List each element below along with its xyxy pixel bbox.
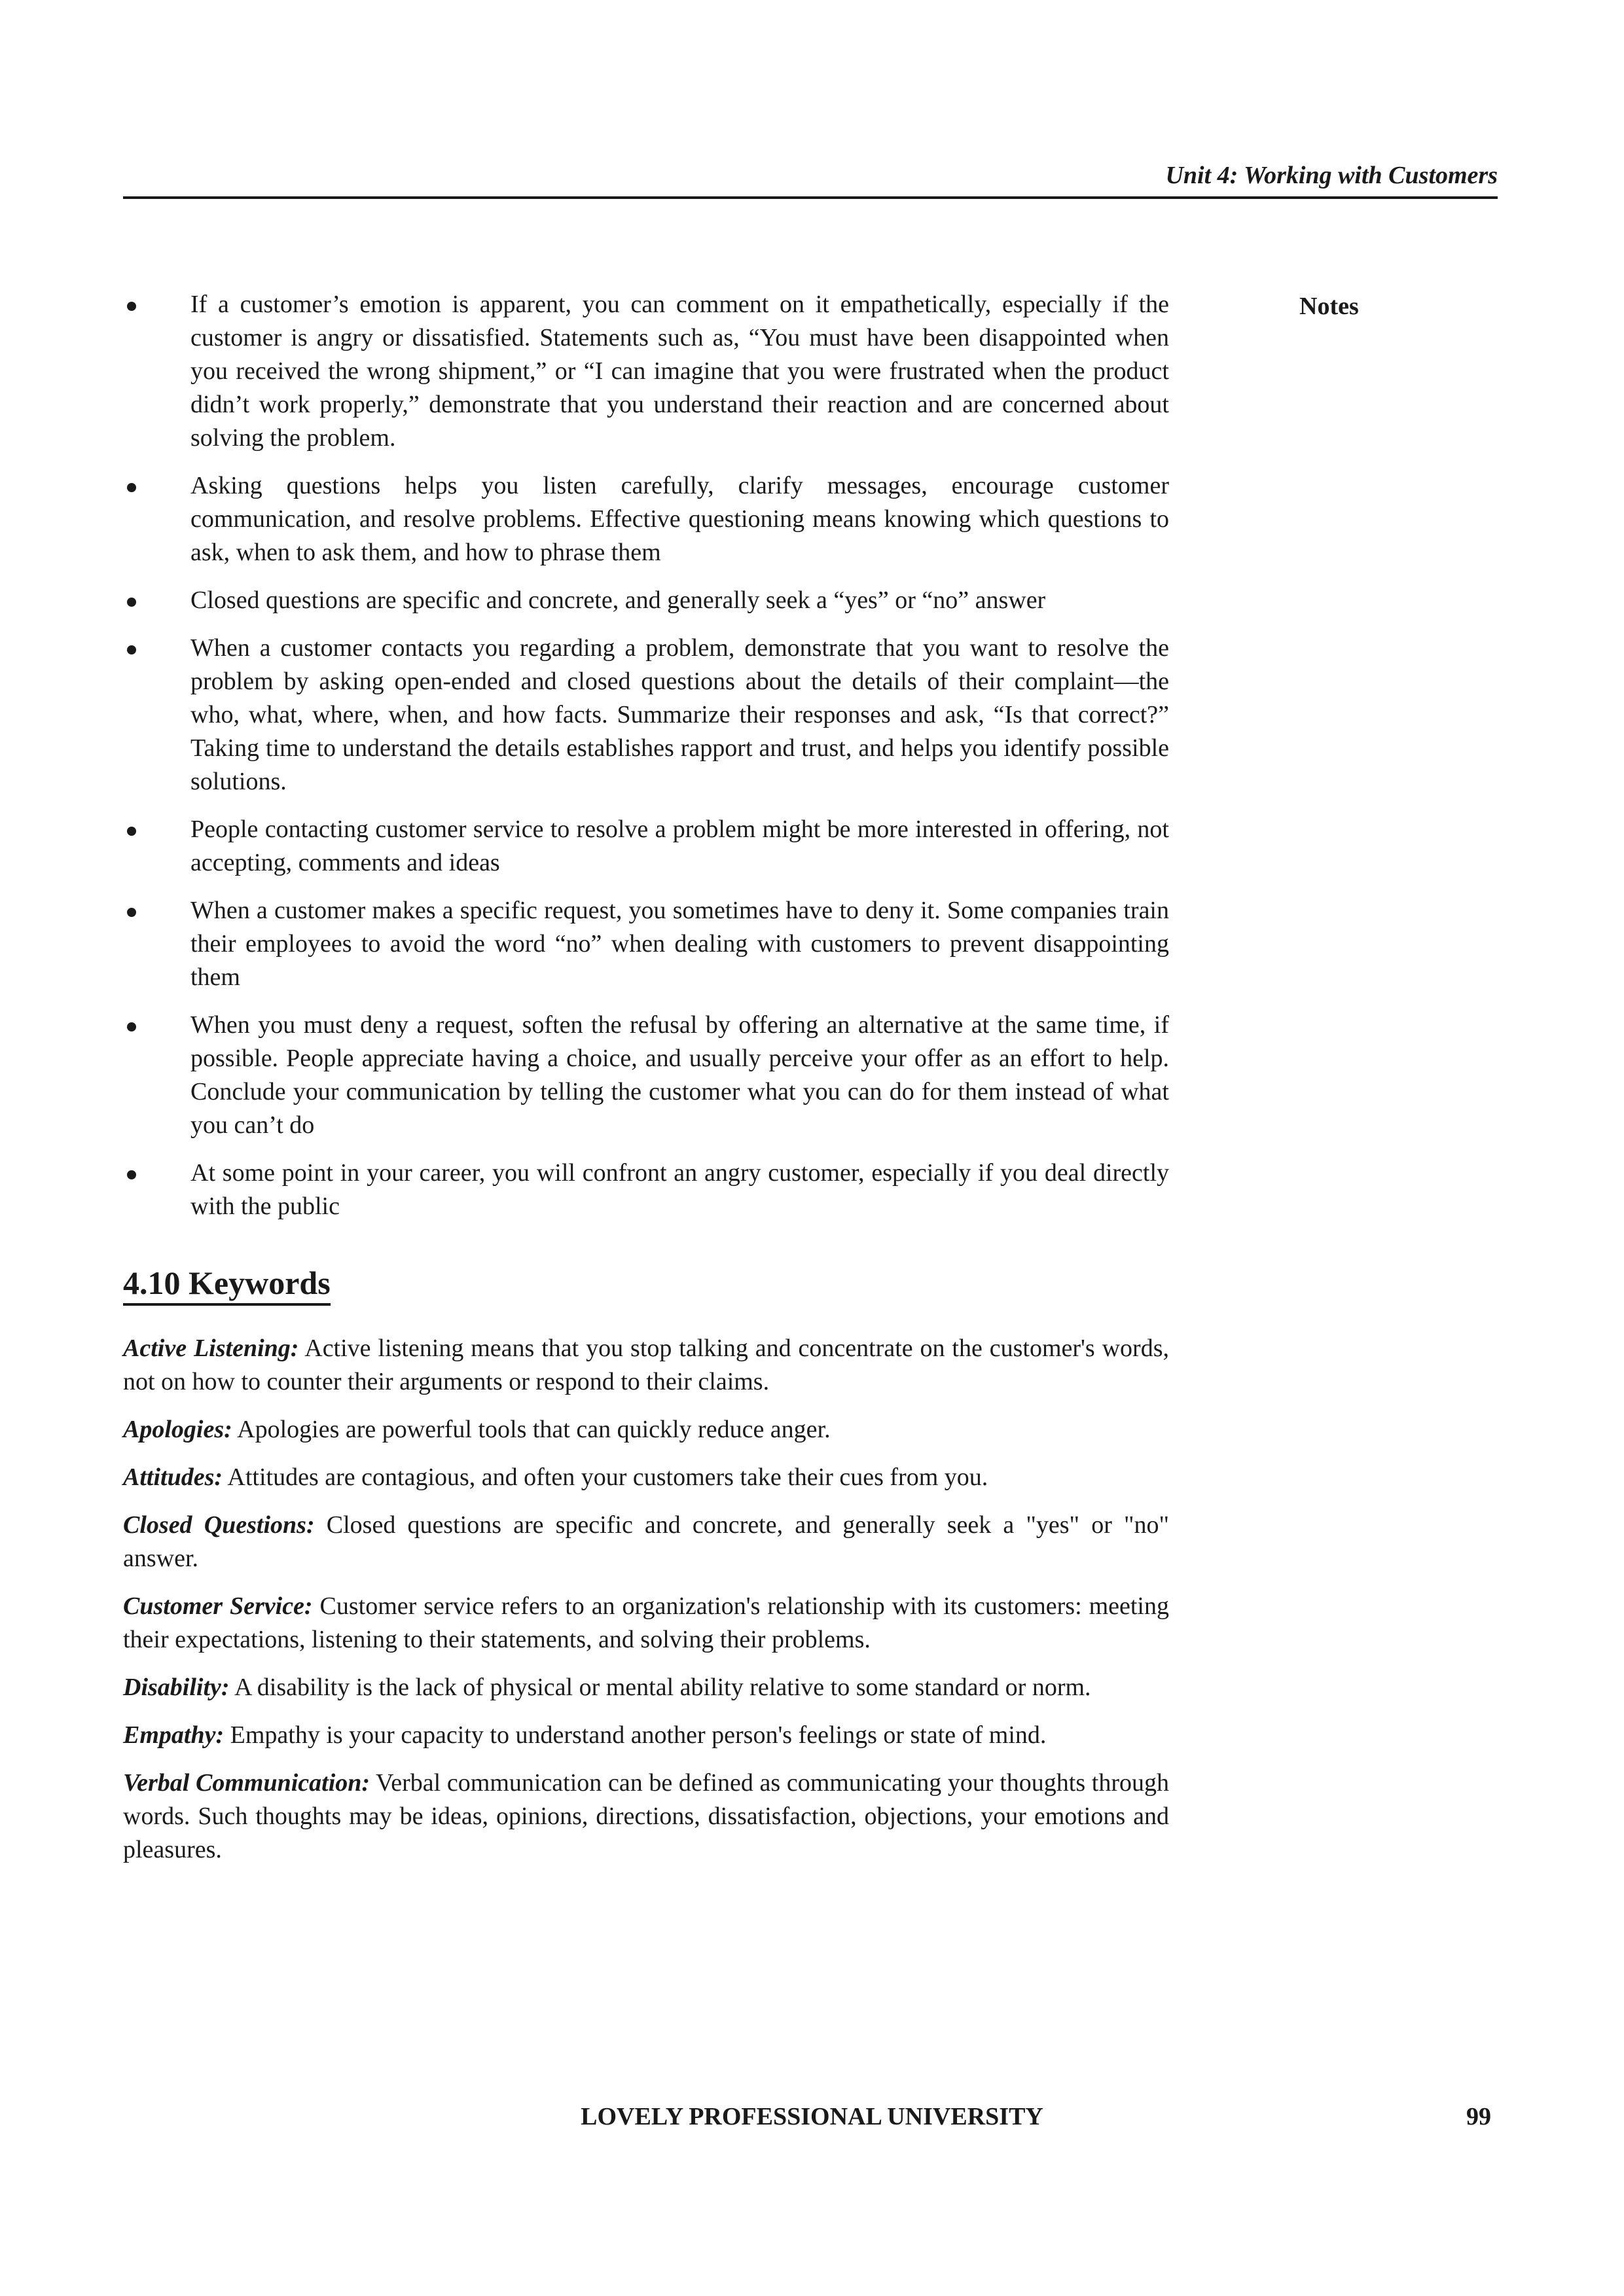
keyword-definition: A disability is the lack of physical or mental ability relative to some standard or norm. <box>229 1674 1091 1701</box>
keyword-definition: Empathy is your capacity to understand another person's feelings or state of mind. <box>224 1721 1047 1749</box>
keyword-entry <box>123 1461 1169 1494</box>
bullet-text: When a customer makes a specific request, you sometimes have to deny it. Some companies train their employees to avoid the word “no” when dealing with customers to prevent disappointing them <box>190 897 1169 991</box>
bullet-text: People contacting customer service to resolve a problem might be more interested in offering, not accepting, comments and ideas <box>190 816 1169 876</box>
footer-university: LOVELY PROFESSIONAL UNIVERSITY <box>581 2103 1043 2130</box>
running-header <box>123 157 1498 199</box>
keyword-entry <box>123 1590 1169 1657</box>
keyword-list <box>123 1332 1169 1867</box>
bullet-item <box>123 632 1169 798</box>
keyword-entry <box>123 1332 1169 1399</box>
keyword-entry <box>123 1719 1169 1752</box>
bullet-item <box>123 469 1169 569</box>
bullet-icon <box>127 483 136 492</box>
keyword-definition: Apologies are powerful tools that can quickly reduce anger. <box>232 1416 831 1443</box>
keyword-definition: Verbal communication can be defined as communicating your thoughts through words. Such thoughts may be ideas, opinions, directions, dissatisfaction, objections, your emotions and pleasures. <box>123 1769 1169 1863</box>
bullet-item <box>123 584 1169 617</box>
keyword-term: Active Listening: <box>123 1335 299 1362</box>
bullet-icon <box>127 827 136 836</box>
keyword-entry <box>123 1671 1169 1704</box>
bullet-text: If a customer’s emotion is apparent, you can comment on it empathetically, especially if the customer is angry or dissatisfied. Statements such as, “You must have been disappointed when you received the wrong shipment,” or “I can imagine that you were frustrated when the product didn’t work properly,” demonstrate that you understand their reaction and are concerned about solving the problem. <box>190 291 1169 452</box>
section-heading-keywords: 4.10 Keywords <box>123 1263 331 1306</box>
keyword-entry <box>123 1413 1169 1446</box>
main-content <box>123 288 1169 1881</box>
keyword-definition: Active listening means that you stop talking and concentrate on the customer's words, not on how to counter their arguments or respond to their claims. <box>123 1335 1169 1395</box>
bullet-item <box>123 1009 1169 1142</box>
bullet-text: When a customer contacts you regarding a problem, demonstrate that you want to resolve the problem by asking open-ended and closed questions about the details of their complaint—the who, what, where, when, and how facts. Summarize their responses and ask, “Is that correct?” Taking time to understand the details establishes rapport and trust, and helps you identify possible solutions. <box>190 634 1169 795</box>
bullet-text: Asking questions helps you listen carefully, clarify messages, encourage customer communication, and resolve problems. Effective questioning means knowing which questions to ask, when to ask them, and how to phrase them <box>190 472 1169 566</box>
bullet-item <box>123 1157 1169 1223</box>
keyword-term: Empathy: <box>123 1721 225 1749</box>
bullet-text: At some point in your career, you will confront an angry customer, especially if you deal directly with the public <box>190 1159 1169 1220</box>
bullet-text: When you must deny a request, soften the refusal by offering an alternative at the same time, if possible. People appreciate having a choice, and usually perceive your offer as an effort to help. Conclude your communication by telling the customer what you can do for them instead of what you can’t do <box>190 1011 1169 1139</box>
bullet-icon <box>127 302 136 311</box>
keyword-term: Attitudes: <box>123 1463 223 1491</box>
keyword-entry <box>123 1767 1169 1867</box>
bullet-item <box>123 813 1169 880</box>
bullet-list <box>123 288 1169 1223</box>
page-number: 99 <box>1466 2103 1491 2130</box>
keyword-term: Customer Service: <box>123 1592 313 1620</box>
keyword-definition: Closed questions are specific and concrete, and generally seek a "yes" or "no" answer. <box>123 1511 1170 1572</box>
keyword-term: Closed Questions: <box>123 1511 315 1539</box>
bullet-icon <box>127 645 136 655</box>
keyword-entry <box>123 1509 1169 1575</box>
notes-margin-label: Notes <box>1299 293 1359 320</box>
bullet-icon <box>127 598 136 607</box>
keyword-term: Apologies: <box>123 1416 232 1443</box>
bullet-item <box>123 288 1169 455</box>
keyword-term: Verbal Communication: <box>123 1769 370 1797</box>
bullet-icon <box>127 908 136 917</box>
bullet-icon <box>127 1170 136 1179</box>
keyword-term: Disability: <box>123 1674 230 1701</box>
bullet-icon <box>127 1022 136 1031</box>
keyword-definition: Customer service refers to an organization's relationship with its customers: meeting their expectations, listening to their statements, and solving their problems. <box>123 1592 1169 1653</box>
bullet-text: Closed questions are specific and concrete, and generally seek a “yes” or “no” answer <box>190 586 1046 614</box>
unit-title: Unit 4: Working with Customers <box>1165 162 1498 189</box>
bullet-item <box>123 894 1169 994</box>
keyword-definition: Attitudes are contagious, and often your customers take their cues from you. <box>223 1463 988 1491</box>
